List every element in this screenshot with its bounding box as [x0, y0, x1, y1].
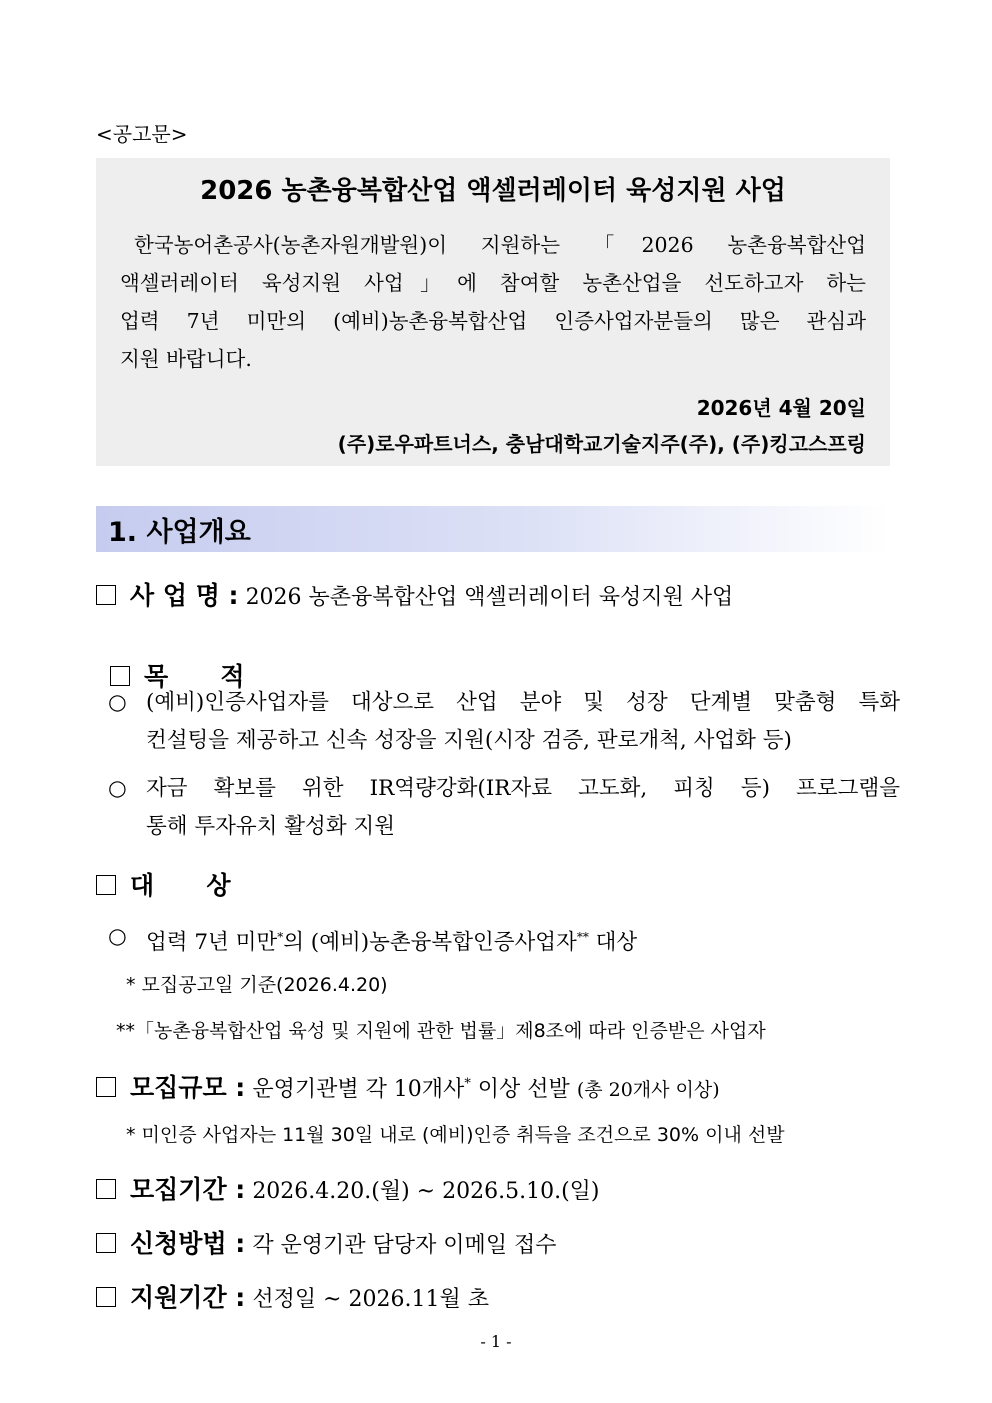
- notice-body-line: 업력 7년 미만의 (예비)농촌융복합산업 인증사업자분들의 많은 관심과: [120, 309, 866, 333]
- target-item-text: 대상: [588, 930, 638, 956]
- target-footnote: **「농촌융복합산업 육성 및 지원에 관한 법률」제8조에 따라 인증받은 사업자: [116, 1020, 766, 1042]
- purpose-item-line: 자금 확보를 위한 IR역량강화(IR자료 고도화, 피칭 등) 프로그램을: [146, 776, 900, 801]
- target-label: 대 상: [130, 871, 231, 900]
- notice-tag: <공고문>: [96, 122, 188, 146]
- item-target: [96, 866, 231, 902]
- item-support-period: [96, 1278, 489, 1314]
- item-period: [96, 1170, 600, 1206]
- section-title: 1. 사업개요: [108, 517, 251, 548]
- circle-bullet-icon: ○: [108, 924, 127, 949]
- notice-body-line: 한국농어촌공사(농촌자원개발원)이 지원하는 「2026 농촌융복합산업: [134, 233, 866, 257]
- notice-organizations: (주)로우파트너스, 충남대학교기술지주(주), (주)킹고스프링: [337, 432, 866, 456]
- item-project-name: [96, 576, 733, 612]
- method-value: 각 운영기관 담당자 이메일 접수: [252, 1233, 557, 1258]
- item-scale: [96, 1068, 720, 1104]
- page-number: - 1 -: [480, 1332, 512, 1351]
- notice-date: 2026년 4월 20일: [696, 396, 866, 420]
- support-period-label: 지원기간 :: [130, 1283, 246, 1312]
- checkbox-square-icon: [96, 1179, 116, 1199]
- target-item: [108, 918, 900, 962]
- purpose-item: [108, 684, 900, 760]
- notice-body-line: 지원 바랍니다.: [120, 347, 252, 371]
- checkbox-square-icon: [96, 585, 116, 605]
- footnote-mark: **: [576, 930, 589, 944]
- checkbox-square-icon: [110, 666, 130, 686]
- target-item-text: 의 (예비)농촌융복합인증사업자: [283, 930, 577, 956]
- project-name-label: 사 업 명 :: [130, 581, 239, 610]
- checkbox-square-icon: [96, 1233, 116, 1253]
- checkbox-square-icon: [96, 1077, 116, 1097]
- target-footnote: * 모집공고일 기준(2026.4.20): [126, 974, 388, 996]
- notice-title: 2026 농촌융복합산업 액셀러레이터 육성지원 사업: [200, 176, 786, 206]
- scale-value: 운영기관별 각 10개사: [252, 1077, 465, 1102]
- circle-bullet-icon: ○: [108, 690, 127, 715]
- scale-footnote: * 미인증 사업자는 11월 30일 내로 (예비)인증 취득을 조건으로 30% 이내 선발: [126, 1124, 785, 1146]
- purpose-item-line: 통해 투자유치 활성화 지원: [146, 814, 395, 839]
- checkbox-square-icon: [96, 1287, 116, 1307]
- method-label: 신청방법 :: [130, 1229, 246, 1258]
- target-item-text: 업력 7년 미만: [146, 930, 278, 956]
- checkbox-square-icon: [96, 875, 116, 895]
- notice-body-line: 액셀러레이터 육성지원 사업」에 참여할 농촌산업을 선도하고자 하는: [120, 271, 866, 295]
- circle-bullet-icon: ○: [108, 776, 127, 801]
- scale-value-total: (총 20개사 이상): [576, 1079, 720, 1101]
- scale-label: 모집규모 :: [130, 1073, 246, 1102]
- footnote-mark: *: [277, 930, 284, 944]
- support-period-value: 선정일 ~ 2026.11월 초: [252, 1287, 489, 1312]
- purpose-label: 목 적: [144, 662, 245, 691]
- scale-value: 이상 선발: [470, 1077, 577, 1102]
- footnote-mark: *: [464, 1076, 471, 1092]
- period-label: 모집기간 :: [130, 1175, 246, 1204]
- period-value: 2026.4.20.(월) ~ 2026.5.10.(일): [252, 1179, 600, 1204]
- purpose-item-line: (예비)인증사업자를 대상으로 산업 분야 및 성장 단계별 맞춤형 특화: [146, 690, 900, 715]
- purpose-item: [108, 770, 900, 846]
- notice-body: [120, 226, 866, 378]
- project-name-value: 2026 농촌융복합산업 액셀러레이터 육성지원 사업: [245, 585, 734, 610]
- purpose-item-line: 컨설팅을 제공하고 신속 성장을 지원(시장 검증, 판로개척, 사업화 등): [146, 728, 792, 753]
- item-method: [96, 1224, 557, 1260]
